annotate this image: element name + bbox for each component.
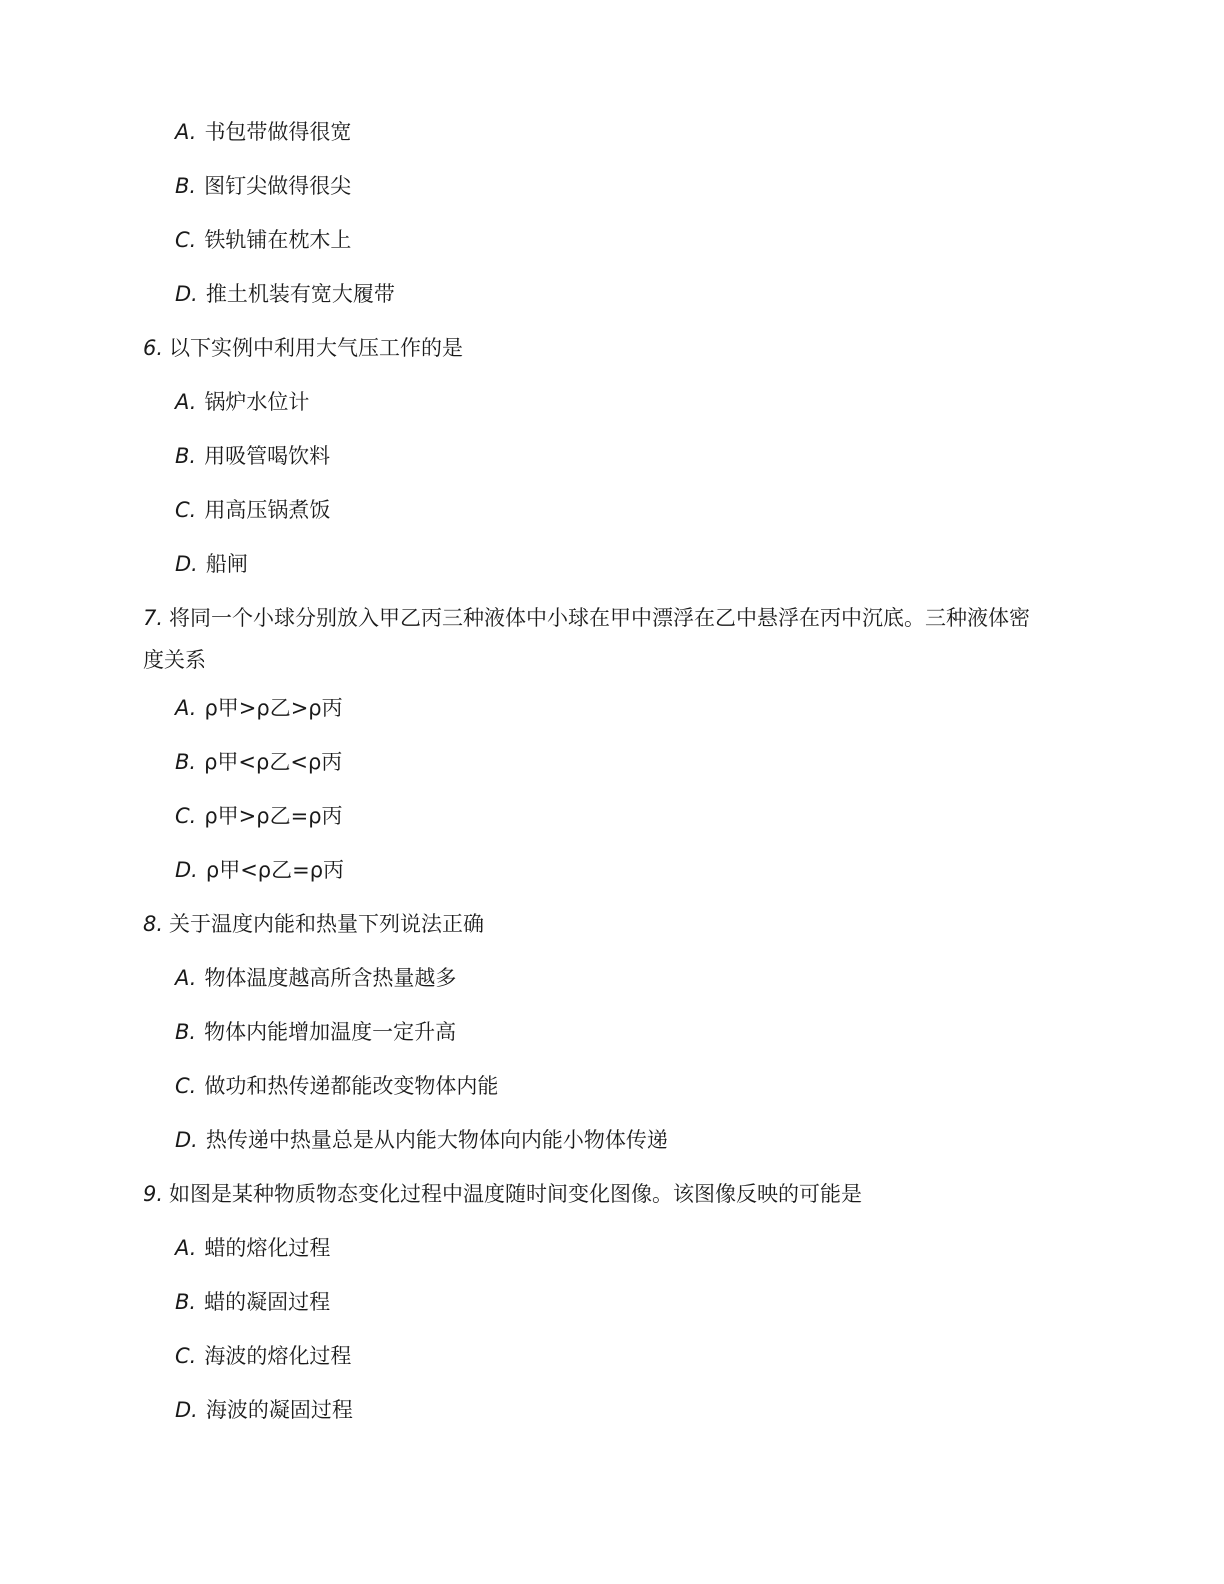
option-text: 做功和热传递都能改变物体内能: [204, 1074, 499, 1098]
option-label: A.: [175, 966, 197, 990]
question-line: [143, 603, 1030, 633]
option-text: 物体温度越高所含热量越多: [204, 966, 457, 990]
option-line: [175, 855, 344, 885]
option-label: D.: [175, 1398, 198, 1422]
option-label: D.: [175, 282, 198, 306]
question-text: 度关系: [143, 648, 206, 672]
option-text: 船闸: [205, 552, 248, 576]
option-label: B.: [175, 750, 197, 774]
option-line: [175, 1287, 330, 1317]
option-text: ρ甲>ρ乙>ρ丙: [204, 696, 343, 720]
question-number: 8.: [143, 912, 164, 936]
question-line: [143, 333, 463, 363]
option-label: D.: [175, 552, 198, 576]
option-text: 蜡的凝固过程: [204, 1290, 331, 1314]
option-label: B.: [175, 1020, 197, 1044]
option-line: [175, 1233, 330, 1263]
option-text: 海波的熔化过程: [204, 1344, 352, 1368]
option-text: ρ甲<ρ乙=ρ丙: [205, 858, 345, 882]
option-text: 用吸管喝饮料: [204, 444, 331, 468]
question-number: 9.: [143, 1182, 164, 1206]
question-text: 如图是某种物质物态变化过程中温度随时间变化图像。该图像反映的可能是: [169, 1182, 863, 1206]
option-line: [175, 441, 330, 471]
option-line: [175, 1395, 353, 1425]
option-text: 物体内能增加温度一定升高: [204, 1020, 457, 1044]
option-label: B.: [175, 174, 197, 198]
option-line: [175, 801, 343, 831]
option-label: D.: [175, 858, 198, 882]
option-label: A.: [175, 390, 197, 414]
option-line: [175, 117, 351, 147]
option-line: [175, 387, 309, 417]
question-text: 将同一个小球分别放入甲乙丙三种液体中小球在甲中漂浮在乙中悬浮在丙中沉底。三种液体密: [169, 606, 1031, 630]
option-label: B.: [175, 444, 197, 468]
option-text: 用高压锅煮饭: [204, 498, 331, 522]
question-number: 6.: [143, 336, 164, 360]
option-text: ρ甲<ρ乙<ρ丙: [204, 750, 343, 774]
option-text: 推土机装有宽大履带: [205, 282, 395, 306]
option-text: 图钉尖做得很尖: [204, 174, 352, 198]
option-label: C.: [175, 804, 197, 828]
question-continuation: [143, 645, 206, 675]
option-text: 锅炉水位计: [204, 390, 310, 414]
option-line: [175, 171, 351, 201]
question-line: [143, 909, 484, 939]
option-text: 书包带做得很宽: [204, 120, 352, 144]
option-text: 蜡的熔化过程: [204, 1236, 331, 1260]
option-label: C.: [175, 228, 197, 252]
question-text: 关于温度内能和热量下列说法正确: [169, 912, 485, 936]
option-text: 热传递中热量总是从内能大物体向内能小物体传递: [205, 1128, 668, 1152]
option-line: [175, 1071, 498, 1101]
option-text: 海波的凝固过程: [205, 1398, 353, 1422]
question-line: [143, 1179, 862, 1209]
option-line: [175, 1017, 456, 1047]
option-line: [175, 747, 342, 777]
option-label: C.: [175, 1074, 197, 1098]
option-label: B.: [175, 1290, 197, 1314]
option-line: [175, 549, 248, 579]
option-line: [175, 693, 343, 723]
option-label: C.: [175, 498, 197, 522]
option-label: A.: [175, 1236, 197, 1260]
option-line: [175, 963, 456, 993]
option-line: [175, 1125, 668, 1155]
question-number: 7.: [143, 606, 164, 630]
option-label: A.: [175, 120, 197, 144]
option-line: [175, 279, 395, 309]
option-line: [175, 1341, 351, 1371]
option-line: [175, 495, 330, 525]
question-text: 以下实例中利用大气压工作的是: [169, 336, 464, 360]
option-line: [175, 225, 351, 255]
option-label: A.: [175, 696, 197, 720]
option-text: ρ甲>ρ乙=ρ丙: [204, 804, 343, 828]
option-label: C.: [175, 1344, 197, 1368]
option-text: 铁轨铺在枕木上: [204, 228, 352, 252]
option-label: D.: [175, 1128, 198, 1152]
